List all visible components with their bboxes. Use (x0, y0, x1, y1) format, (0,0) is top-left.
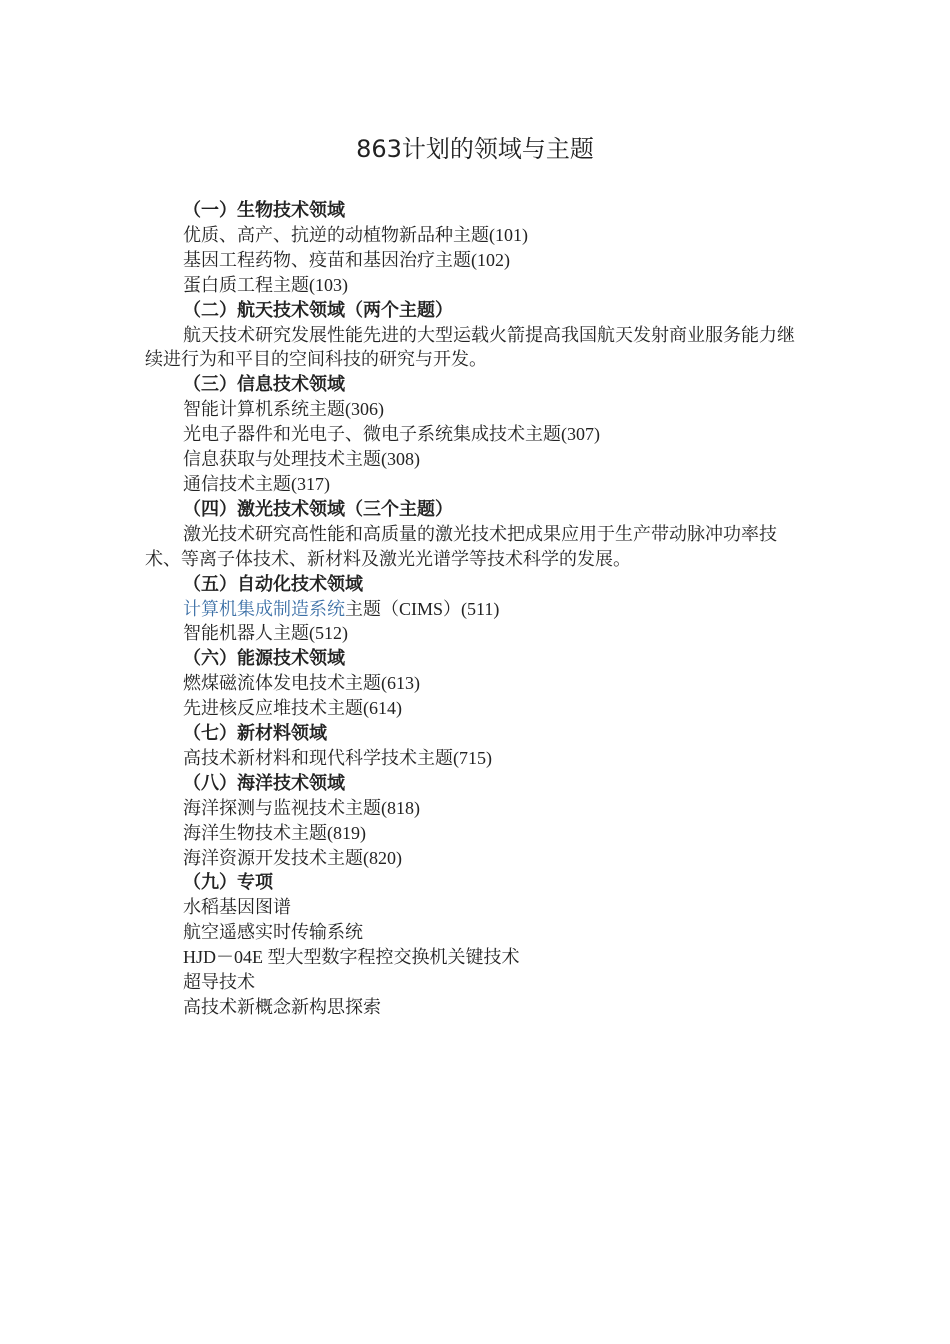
list-item: 光电子器件和光电子、微电子系统集成技术主题(307) (183, 424, 600, 445)
list-item: 智能机器人主题(512) (183, 623, 348, 644)
list-item: 信息获取与处理技术主题(308) (183, 449, 420, 470)
section-heading-energy: （六）能源技术领域 (183, 648, 345, 669)
list-item: 海洋生物技术主题(819) (183, 822, 366, 843)
list-item: 高技术新概念新构思探索 (183, 997, 381, 1017)
section-heading-materials: （七）新材料领域 (183, 723, 327, 744)
list-item: HJD－04E 型大型数字程控交换机关键技术 (183, 947, 520, 968)
list-item: 水稻基因图谱 (183, 897, 291, 918)
cims-topic-text: 主题（CIMS）(511) (345, 598, 500, 619)
list-item: 海洋探测与监视技术主题(818) (183, 797, 420, 818)
section-heading-automation: （五）自动化技术领域 (183, 573, 363, 594)
document-body (145, 198, 810, 1020)
list-item: 航空遥感实时传输系统 (183, 922, 363, 943)
section-heading-bio: （一）生物技术领域 (183, 200, 345, 220)
list-item: 蛋白质工程主题(103) (183, 274, 348, 295)
section-heading-laser: （四）激光技术领域（三个主题） (183, 498, 453, 519)
list-item: 优质、高产、抗逆的动植物新品种主题(101) (183, 224, 528, 245)
section-heading-space: （二）航天技术领域（两个主题） (183, 299, 453, 320)
section-paragraph-space: 航天技术研究发展性能先进的大型运载火箭提高我国航天发射商业服务能力继续进行为和平目的空间科技的研究与开发。 (145, 324, 795, 370)
list-item: 基因工程药物、疫苗和基因治疗主题(102) (183, 249, 510, 270)
section-heading-info: （三）信息技术领域 (183, 374, 345, 395)
list-item: 海洋资源开发技术主题(820) (183, 847, 402, 868)
cims-link[interactable]: 计算机集成制造系统 (183, 598, 345, 619)
section-heading-special: （九）专项 (183, 872, 273, 893)
list-item: 先进核反应堆技术主题(614) (183, 698, 402, 719)
list-item: 燃煤磁流体发电技术主题(613) (183, 673, 420, 694)
list-item: 智能计算机系统主题(306) (183, 399, 384, 420)
section-heading-ocean: （八）海洋技术领域 (183, 772, 345, 793)
section-paragraph-laser: 激光技术研究高性能和高质量的激光技术把成果应用于生产带动脉冲功率技术、等离子体技术、新材料及激光光谱学等技术科学的发展。 (145, 523, 777, 569)
list-item: 超导技术 (183, 972, 255, 993)
page-title: 863计划的领域与主题 (356, 135, 594, 163)
list-item: 通信技术主题(317) (183, 473, 330, 494)
list-item: 高技术新材料和现代科学技术主题(715) (183, 747, 492, 768)
list-item-cims (145, 597, 810, 622)
